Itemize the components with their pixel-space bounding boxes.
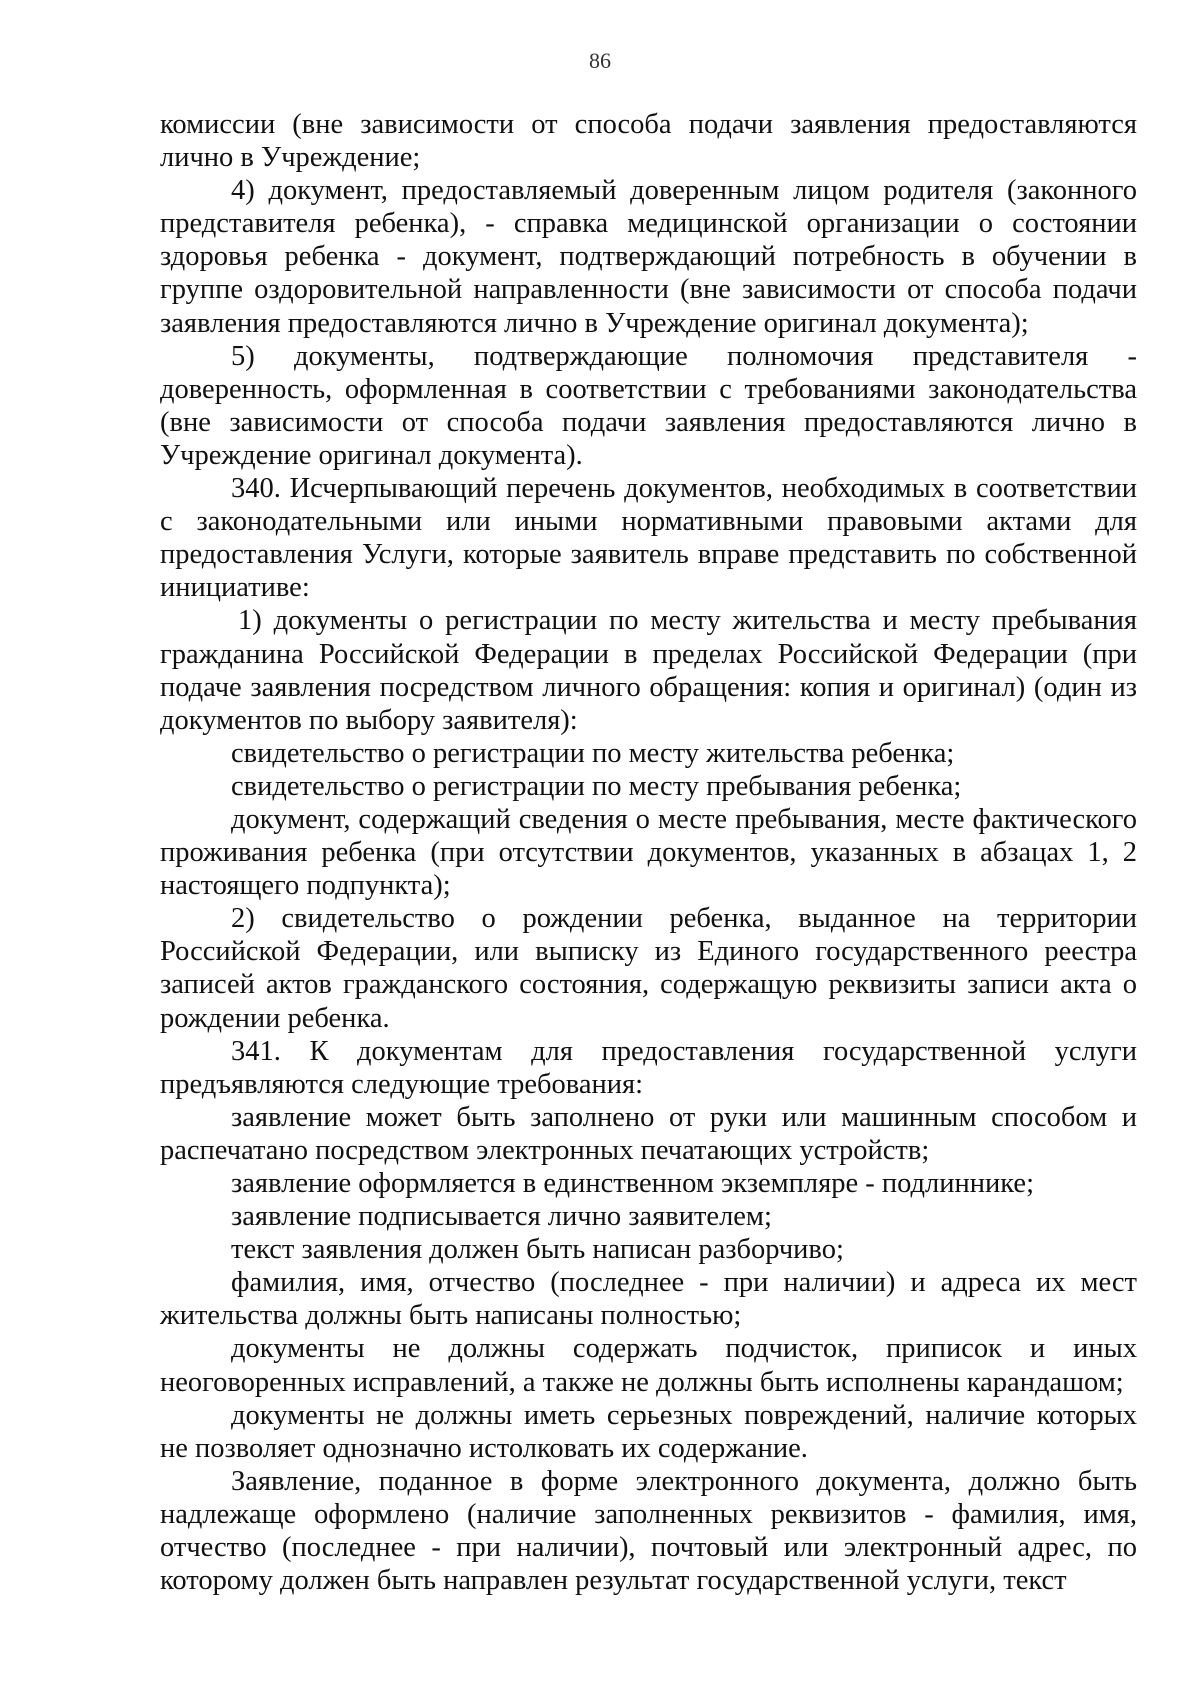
paragraph: заявление может быть заполнено от руки или машинным способом и распечатано посредством электронных печатающих устройств;: [160, 1101, 1137, 1166]
document-body: [160, 108, 1137, 1597]
paragraph: документы не должны содержать подчисток, приписок и иных неоговоренных исправлений, а также не должны быть исполнены карандашом;: [160, 1333, 1137, 1398]
page-number: 86: [589, 48, 611, 73]
paragraph: фамилия, имя, отчество (последнее - при наличии) и адреса их мест жительства должны быть написаны полностью;: [160, 1267, 1137, 1332]
paragraph: 340. Исчерпывающий перечень документов, необходимых в соответствии с законодательными или иными нормативными правовыми актами для предоставления Услуги, которые заявитель вправе представить по собственной инициативе:: [160, 473, 1137, 604]
paragraph: свидетельство о регистрации по месту пребывания ребенка;: [231, 770, 962, 802]
paragraph: заявление оформляется в единственном экземпляре - подлиннике;: [231, 1168, 1034, 1199]
paragraph: 1) документы о регистрации по месту жительства и месту пребывания гражданина Российской Федерации в пределах Российской Федерации (при подаче заявления посредством личного обращения: копия и оригинал) (один из документов по выбору заявителя):: [160, 605, 1137, 736]
paragraph: Заявление, поданное в форме электронного документа, должно быть надлежаще оформлено (наличие заполненных реквизитов - фамилия, имя, отчество (последнее - при наличии), почтовый или электронный адрес, по которому должен быть направлен результат государственной услуги, текст: [160, 1465, 1137, 1597]
paragraph: 341. К документам для предоставления государственной услуги предъявляются следующие требования:: [160, 1035, 1137, 1100]
paragraph: 4) документ, предоставляемый доверенным лицом родителя (законного представителя ребенка), - справка медицинской организации о состоянии здоровья ребенка - документ, подтверждающий потребность в обучении в группе оздоровительной направленности (вне зависимости от способа подачи заявления предоставляются лично в Учреждение оригинал документа);: [160, 175, 1137, 339]
paragraph: комиссии (вне зависимости от способа подачи заявления предоставляются лично в Учреждение;: [160, 109, 1137, 174]
paragraph: текст заявления должен быть написан разборчиво;: [231, 1234, 844, 1266]
paragraph: 2) свидетельство о рождении ребенка, выданное на территории Российской Федерации, или выписку из Единого государственного реестра записей актов гражданского состояния, содержащую реквизиты записи акта о рождении ребенка.: [160, 903, 1137, 1034]
paragraph: 5) документы, подтверждающие полномочия представителя - доверенность, оформленная в соответствии с требованиями законодательства (вне зависимости от способа подачи заявления предоставляются лично в Учреждение оригинал документа).: [160, 340, 1137, 471]
paragraph: заявление подписывается лично заявителем;: [231, 1201, 772, 1233]
paragraph: документы не должны иметь серьезных повреждений, наличие которых не позволяет однозначно истолковать их содержание.: [160, 1399, 1137, 1464]
paragraph: свидетельство о регистрации по месту жительства ребенка;: [231, 737, 955, 769]
paragraph: документ, содержащий сведения о месте пребывания, месте фактического проживания ребенка (при отсутствии документов, указанных в абзацах 1, 2 настоящего подпункта);: [160, 803, 1137, 902]
